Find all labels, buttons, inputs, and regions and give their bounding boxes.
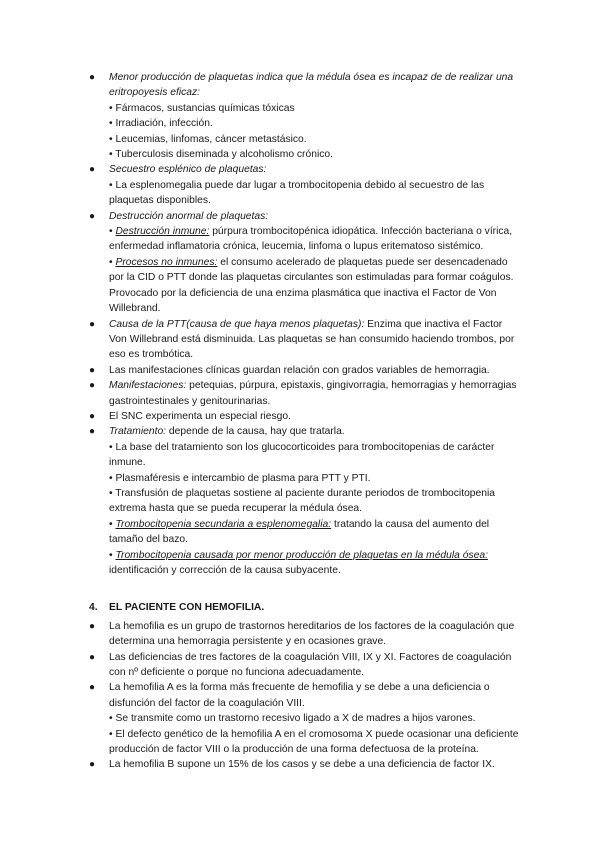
- sub-item-text: Tuberculosis diseminada y alcoholismo crónico.: [115, 149, 333, 161]
- sub-item-text: La esplenomegalia puede dar lugar a trombocitopenia debido al secuestro de las plaquetas disponibles.: [109, 179, 485, 207]
- sub-bullet-icon: •: [109, 728, 113, 740]
- bullet-item: [0, 317, 600, 363]
- item-text: La hemofilia B supone un 15% de los casos y se debe a una deficiencia de factor IX.: [109, 759, 495, 771]
- item-lead: Destrucción anormal de plaquetas:: [109, 210, 269, 222]
- bullet-icon: ●: [89, 380, 96, 392]
- sub-item-text: Se transmite como un trastorno recesivo ligado a X de madres a hijos varones.: [115, 713, 476, 725]
- bullet-icon: ●: [89, 72, 96, 83]
- sub-bullet-icon: •: [109, 518, 113, 530]
- item-text: Las manifestaciones clínicas guardan relación con grados variables de hemorragia.: [109, 364, 490, 376]
- sub-bullet-icon: •: [109, 149, 113, 161]
- bullet-item: [0, 619, 600, 650]
- sub-bullet-icon: •: [109, 256, 113, 268]
- sub-bullet-icon: •: [109, 179, 113, 191]
- item-text: Las deficiencias de tres factores de la coagulación VIII, IX y XI. Factores de coagulación con nº deficiente o porque no funciona adecuadamente.: [109, 651, 512, 679]
- sub-bullet-icon: •: [109, 102, 113, 114]
- item-text: Enzima que inactiva el Factor Von Willebrand está disminuida. Las plaquetas se han consumido haciendo trombos, por eso es trombótica.: [109, 318, 515, 361]
- sub-item-text: Transfusión de plaquetas sostiene al paciente durante periodos de trombocitopenia extrema hasta que se pueda recuperar la médula ósea.: [109, 487, 496, 515]
- sub-bullet-icon: •: [109, 549, 113, 561]
- sub-item-label: Trombocitopenia causada por menor producción de plaquetas en la médula ósea:: [115, 549, 488, 561]
- sub-item-text: Leucemias, linfomas, cáncer metastásico.: [115, 133, 307, 145]
- sub-bullet-icon: •: [109, 118, 113, 130]
- sub-item-label: Procesos no inmunes:: [115, 256, 218, 268]
- item-text: depende de la causa, hay que tratarla.: [166, 426, 345, 438]
- sub-item: [109, 727, 522, 758]
- item-lead: Manifestaciones:: [109, 380, 187, 392]
- bullet-item: [0, 363, 600, 378]
- sub-item-text: tratando la causa del aumento del tamaño del bazo.: [109, 518, 490, 546]
- sub-item: [109, 224, 522, 255]
- bullet-item: [0, 70, 600, 162]
- bullet-icon: ●: [89, 426, 96, 438]
- section-number: 4.: [89, 602, 98, 614]
- sub-item-text: La base del tratamiento son los glucocorticoides para trombocitopenias de carácter inmune.: [109, 441, 495, 469]
- sub-item: [109, 486, 522, 517]
- document-body: [0, 70, 600, 773]
- sub-item: [109, 178, 522, 209]
- bullet-icon: ●: [89, 651, 96, 663]
- sub-item-text: Irradiación, infección.: [115, 118, 213, 130]
- bullet-icon: ●: [89, 318, 96, 330]
- sub-item: [109, 116, 522, 131]
- sub-bullet-icon: •: [109, 133, 113, 145]
- item-lead: Menor producción de plaquetas indica que la médula ósea es incapaz de de realizar una eritropoyesis eficaz:: [109, 72, 514, 99]
- sub-item: [109, 517, 522, 548]
- bullet-item: [0, 757, 600, 772]
- bullet-item: [0, 209, 600, 317]
- bullet-item: [0, 162, 600, 208]
- bullet-icon: ●: [89, 759, 96, 771]
- item-lead: Secuestro esplénico de plaquetas:: [109, 164, 267, 176]
- sub-bullet-icon: •: [109, 226, 113, 238]
- sub-bullet-icon: •: [109, 713, 113, 725]
- item-text: La hemofilia A es la forma más frecuente de hemofilia y se debe a una deficiencia o disfunción del factor de la coagulación VIII.: [109, 682, 490, 709]
- bullet-icon: ●: [89, 210, 96, 222]
- sub-item: [109, 711, 522, 726]
- bullet-icon: ●: [89, 164, 96, 176]
- sub-item: [109, 440, 522, 471]
- sub-item-label: Destrucción inmune:: [115, 226, 210, 238]
- sub-item: [109, 132, 522, 147]
- sub-item: [109, 147, 522, 162]
- item-text: El SNC experimenta un especial riesgo.: [109, 410, 292, 422]
- section-heading: [0, 600, 600, 615]
- bullet-icon: ●: [89, 682, 96, 694]
- bullet-item: [0, 650, 600, 681]
- sub-item: [109, 471, 522, 486]
- sub-bullet-icon: •: [109, 487, 113, 499]
- item-lead: Tratamiento:: [109, 426, 167, 438]
- sub-bullet-icon: •: [109, 472, 113, 484]
- item-lead: Causa de la PTT(causa de que haya menos plaquetas):: [109, 318, 365, 330]
- sub-item-text: Plasmaféresis e intercambio de plasma para PTT y PTI.: [115, 472, 371, 484]
- section-title: EL PACIENTE CON HEMOFILIA.: [109, 602, 265, 614]
- sub-item-label: Trombocitopenia secundaria a esplenomegalia:: [115, 518, 332, 530]
- sub-item: [109, 548, 522, 579]
- bullet-item: [0, 424, 600, 578]
- sub-item-text: identificación y corrección de la causa subyacente.: [109, 565, 341, 576]
- bullet-item: [0, 409, 600, 424]
- item-text: petequias, púrpura, epistaxis, gingivorragia, hemorragias y hemorragias gastrointestinales y genitourinarias.: [109, 380, 517, 407]
- sub-item: [109, 101, 522, 116]
- bullet-icon: ●: [89, 410, 96, 422]
- sub-item-text: púrpura trombocitopénica idiopática. Infección bacteriana o vírica, enfermedad inflamatoria crónica, leucemia, linfoma o lupus eritematoso sistémico.: [109, 226, 513, 253]
- bullet-item: [0, 680, 600, 757]
- sub-item-text: el consumo acelerado de plaquetas puede ser desencadenado por la CID o PTT donde las plaquetas circulantes son estimuladas para formar coágulos. Provocado por la deficiencia de una enzima plasmática que inactiva el Factor de Von Willebrand.: [109, 256, 514, 315]
- bullet-item: [0, 378, 600, 409]
- bullet-icon: ●: [89, 364, 96, 376]
- sub-item-text: El defecto genético de la hemofilia A en el cromosoma X puede ocasionar una deficiente producción de factor VIII o la producción de una forma defectuosa de la proteína.: [109, 728, 519, 756]
- item-text: La hemofilia es un grupo de trastornos hereditarios de los factores de la coagulación que determina una hemorragia persistente y en ocasiones grave.: [109, 620, 515, 648]
- sub-item-text: Fármacos, sustancias químicas tóxicas: [115, 102, 295, 114]
- bullet-icon: ●: [89, 620, 96, 632]
- sub-item: [109, 255, 522, 317]
- sub-bullet-icon: •: [109, 441, 113, 453]
